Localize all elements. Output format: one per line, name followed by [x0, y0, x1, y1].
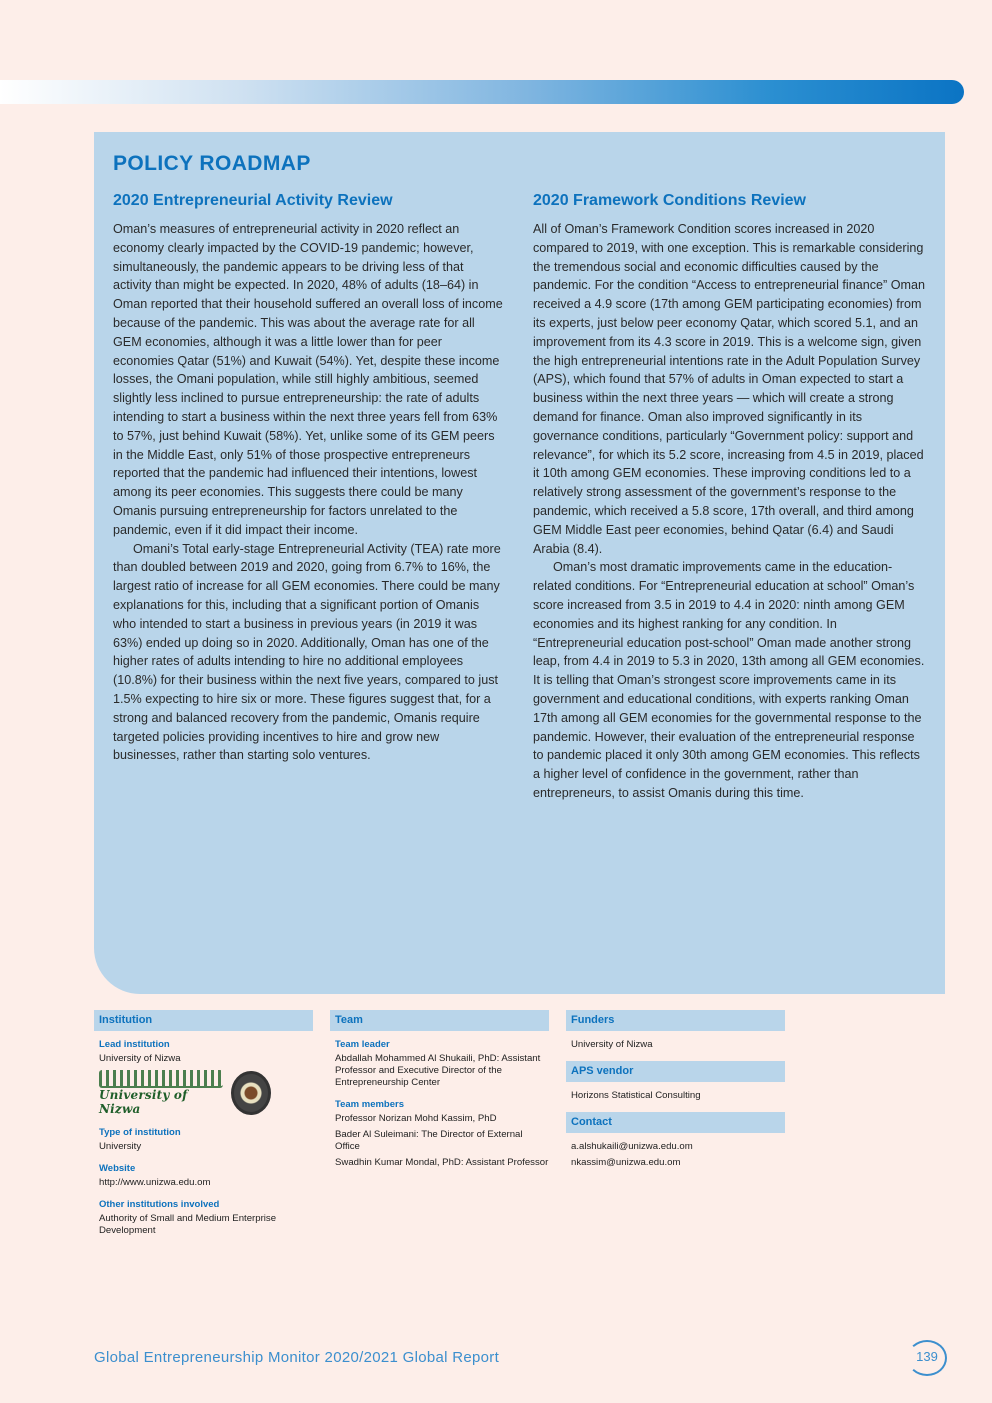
page-title: POLICY ROADMAP — [113, 152, 311, 175]
team-header: Team — [330, 1010, 549, 1031]
logo-english-text: University of Nizwa — [99, 1088, 188, 1116]
team-leader-value: Abdallah Mohammed Al Shukaili, PhD: Assistant Professor and Executive Director of the Entrepreneurship Center — [335, 1053, 541, 1088]
arabic-calligraphy-icon — [99, 1070, 223, 1088]
activity-review-paragraph: Oman’s measures of entrepreneurial activity in 2020 reflect an economy clearly impacted by the COVID-19 pandemic; however, simultaneously, the pandemic appears to be driving less of that activity than might be expected. In 2020, 48% of adults (18–64) in Oman reported that their household suffered an overall loss of income because of the pandemic. This was about the average rate for all GEM economies, although it was a little lower than for peer economies Qatar (51%) and Kuwait (54%). Yet, despite these income losses, the Omani population, while still highly ambitious, seemed slightly less inclined to pursue entrepreneurship: the rate of adults intending to start a business within the next three years fell from 63% to 57%, just behind Kuwait (58%). Yet, unlike some of its GEM peers in the Middle East, only 51% of those prospective entrepreneurs reported that the pandemic had influenced their intentions, lowest among its peer economies. This suggests there could be many Omanis pursuing entrepreneurship for factors unrelated to the pandemic, even if it did impact their income. — [113, 222, 503, 537]
lead-institution-value: University of Nizwa — [99, 1053, 181, 1064]
activity-review-column — [113, 192, 505, 765]
team-column — [330, 1010, 549, 1173]
contact-email[interactable]: nkassim@unizwa.edu.om — [571, 1157, 681, 1168]
university-logo — [99, 1069, 313, 1117]
funders-column — [566, 1010, 785, 1173]
lead-institution-label: Lead institution — [99, 1039, 170, 1050]
report-title-footer: Global Entrepreneurship Monitor 2020/2021 Global Report — [94, 1349, 500, 1366]
page-number: 139 — [907, 1340, 947, 1376]
activity-review-paragraph: Omani’s Total early-stage Entrepreneurial Activity (TEA) rate more than doubled between 2019 and 2020, going from 6.7% to 16%, the largest ratio of increase for all GEM economies. There could be many explanations for this, including that a significant portion of Omanis who intended to start a business in previous years (in 2019 it was 63%) ended up doing so in 2020. Additionally, Oman has one of the higher rates of adults intending to hire no additional employees (10.8%) for their business within the next five years, compared to just 1.5% expecting to hire six or more. These figures suggest that, for a strong and balanced recovery from the pandemic, Omanis require targeted policies providing incentives to hire and grow new businesses, rather than starting solo ventures. — [113, 541, 501, 763]
contact-email[interactable]: a.alshukaili@unizwa.edu.om — [571, 1141, 693, 1152]
aps-vendor-value: Horizons Statistical Consulting — [571, 1090, 701, 1101]
university-logo-wordmark — [99, 1070, 223, 1116]
funders-header: Funders — [566, 1010, 785, 1031]
other-institutions-value: Authority of Small and Medium Enterprise Development — [99, 1213, 277, 1236]
institution-header: Institution — [94, 1010, 313, 1031]
team-member: Bader Al Suleimani: The Director of External Office — [335, 1129, 523, 1152]
team-leader-label: Team leader — [335, 1039, 390, 1050]
team-member: Swadhin Kumar Mondal, PhD: Assistant Professor — [335, 1157, 549, 1168]
contact-header: Contact — [566, 1112, 785, 1133]
framework-review-heading: 2020 Framework Conditions Review — [533, 192, 806, 209]
aps-vendor-header: APS vendor — [566, 1061, 785, 1082]
university-seal-icon — [231, 1071, 271, 1115]
other-institutions-label: Other institutions involved — [99, 1199, 220, 1210]
framework-review-paragraph: All of Oman’s Framework Condition scores increased in 2020 compared to 2019, with one exception. This is remarkable considering the tremendous social and economic difficulties caused by the pandemic. For the condition “Access to entrepreneurial finance” Oman received a 4.9 score (17th among GEM participating economies) from its experts, just below peer economy Qatar, which scored 5.1, and an improvement from its 4.3 score in 2019. This is a welcome sign, given the high entrepreneurial intentions rate in the Adult Population Survey (APS), which found that 57% of adults in Oman expected to start a business within the next three years — which will create a strong demand for finance. Oman also improved significantly in its governance conditions, particularly “Government policy: support and relevance”, for which its 5.2 score, increasing from 4.5 in 2019, placed it 10th among GEM economies. These improving conditions led to a relatively strong assessment of the government’s response to the pandemic, which received a 5.8 score, 17th overall, and third among GEM Middle East peer economies, behind Qatar (6.4) and Saudi Arabia (8.4). — [533, 222, 926, 556]
header-gradient-bar — [0, 80, 964, 104]
team-members-label: Team members — [335, 1099, 404, 1110]
framework-review-paragraph: Oman’s most dramatic improvements came in the education-related conditions. For “Entrepreneurial education at school” Oman’s score increased from 3.5 in 2019 to 4.4 in 2020: ninth among GEM economies and its highest ranking for any condition. In “Entrepreneurial education post-school” Oman made another strong leap, from 4.4 in 2019 to 5.3 in 2020, 13th among all GEM economies. It is telling that Oman’s strongest score improvements came in its government and educational conditions, with experts ranking Oman 17th among all GEM economies for the governmental response to the pandemic. However, their evaluation of the entrepreneurial response to pandemic placed it only 30th among GEM economies. This reflects a higher level of confidence in the government, rather than entrepreneurs, to assist Omanis during this time. — [533, 560, 925, 800]
framework-review-column — [533, 192, 927, 803]
policy-roadmap-panel — [94, 132, 945, 994]
activity-review-heading: 2020 Entrepreneurial Activity Review — [113, 192, 393, 209]
institution-column — [94, 1010, 313, 1247]
institution-type-value: University — [99, 1141, 142, 1152]
institution-type-label: Type of institution — [99, 1127, 181, 1138]
website-label: Website — [99, 1163, 136, 1174]
funders-value: University of Nizwa — [571, 1039, 653, 1050]
team-member: Professor Norizan Mohd Kassim, PhD — [335, 1113, 497, 1124]
website-link[interactable]: http://www.unizwa.edu.om — [99, 1177, 211, 1188]
